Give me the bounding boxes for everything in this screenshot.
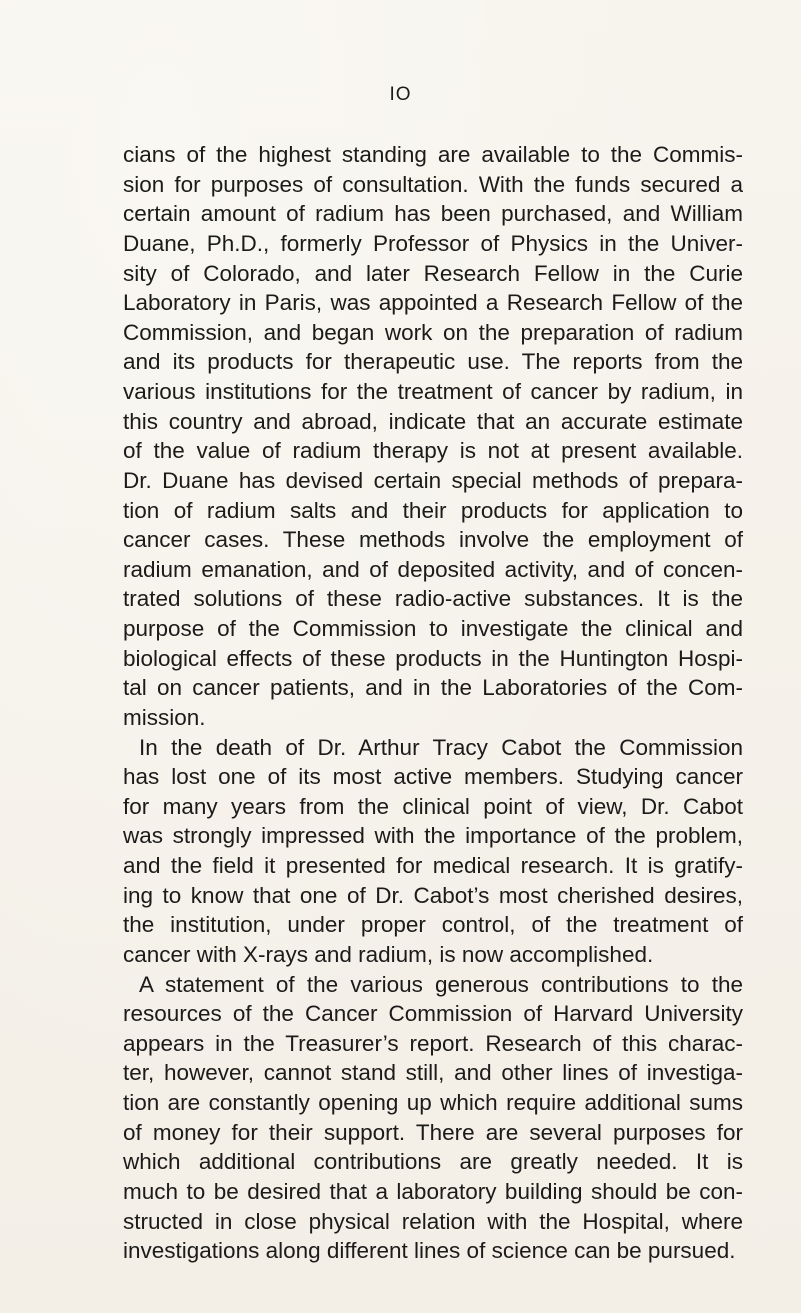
text-line: much to be desired that a laboratory building should be con- xyxy=(123,1178,743,1204)
text-line: radium emanation, and of deposited activity, and of concen- xyxy=(123,556,743,582)
text-line: certain amount of radium has been purchased, and William xyxy=(123,201,743,227)
text-line: has lost one of its most active members. Studying cancer xyxy=(123,764,743,790)
text-line: and its products for therapeutic use. The reports from the xyxy=(123,349,743,375)
text-line: cians of the highest standing are available to the Commis- xyxy=(123,142,743,167)
text-line: cancer cases. These methods involve the employment of xyxy=(123,527,743,553)
text-line: Laboratory in Paris, was appointed a Research Fellow of the xyxy=(123,290,743,316)
text-line: trated solutions of these radio-active substances. It is the xyxy=(123,586,743,612)
text-line: tion of radium salts and their products for application to xyxy=(123,497,743,523)
text-line: of the value of radium therapy is not at present available. xyxy=(123,438,743,464)
body-text xyxy=(123,140,743,1266)
text-line: Commission, and began work on the preparation of radium xyxy=(123,319,743,345)
text-line: mission. xyxy=(123,704,206,730)
text-line: Dr. Duane has devised certain special methods of prepara- xyxy=(123,467,743,493)
text-line: resources of the Cancer Commission of Harvard University xyxy=(123,1001,743,1027)
text-line: structed in close physical relation with the Hospital, where xyxy=(123,1208,743,1234)
text-line: In the death of Dr. Arthur Tracy Cabot the Commission xyxy=(139,734,743,760)
text-line: which additional contributions are greatly needed. It is xyxy=(123,1149,743,1175)
text-line: this country and abroad, indicate that an accurate estimate xyxy=(123,408,743,434)
text-line: Duane, Ph.D., formerly Professor of Physics in the Univer- xyxy=(123,230,743,256)
text-line: of money for their support. There are several purposes for xyxy=(123,1119,743,1145)
text-line: sity of Colorado, and later Research Fellow in the Curie xyxy=(123,260,743,286)
text-line: appears in the Treasurer’s report. Research of this charac- xyxy=(123,1030,743,1056)
text-line: ter, however, cannot stand still, and other lines of investiga- xyxy=(123,1060,743,1086)
text-line: was strongly impressed with the importance of the problem, xyxy=(123,823,743,849)
text-line: tion are constantly opening up which require additional sums xyxy=(123,1090,743,1115)
text-line: investigations along different lines of science can be pursued. xyxy=(123,1238,736,1264)
text-line: the institution, under proper control, of the treatment of xyxy=(123,912,743,938)
text-line: biological effects of these products in the Huntington Hospi- xyxy=(123,645,743,671)
page-number: IO xyxy=(389,84,412,105)
text-line: purpose of the Commission to investigate the clinical and xyxy=(123,616,743,641)
text-line: tal on cancer patients, and in the Laboratories of the Com- xyxy=(123,675,743,701)
text-line: sion for purposes of consultation. With the funds secured a xyxy=(123,171,743,197)
text-line: A statement of the various generous contributions to the xyxy=(139,971,743,997)
text-line: and the field it presented for medical research. It is gratify- xyxy=(123,853,743,878)
text-line: for many years from the clinical point of view, Dr. Cabot xyxy=(123,793,743,819)
text-line: cancer with X-rays and radium, is now accomplished. xyxy=(123,941,654,967)
text-line: ing to know that one of Dr. Cabot’s most cherished desires, xyxy=(123,882,743,908)
text-line: various institutions for the treatment of cancer by radium, in xyxy=(123,379,743,404)
